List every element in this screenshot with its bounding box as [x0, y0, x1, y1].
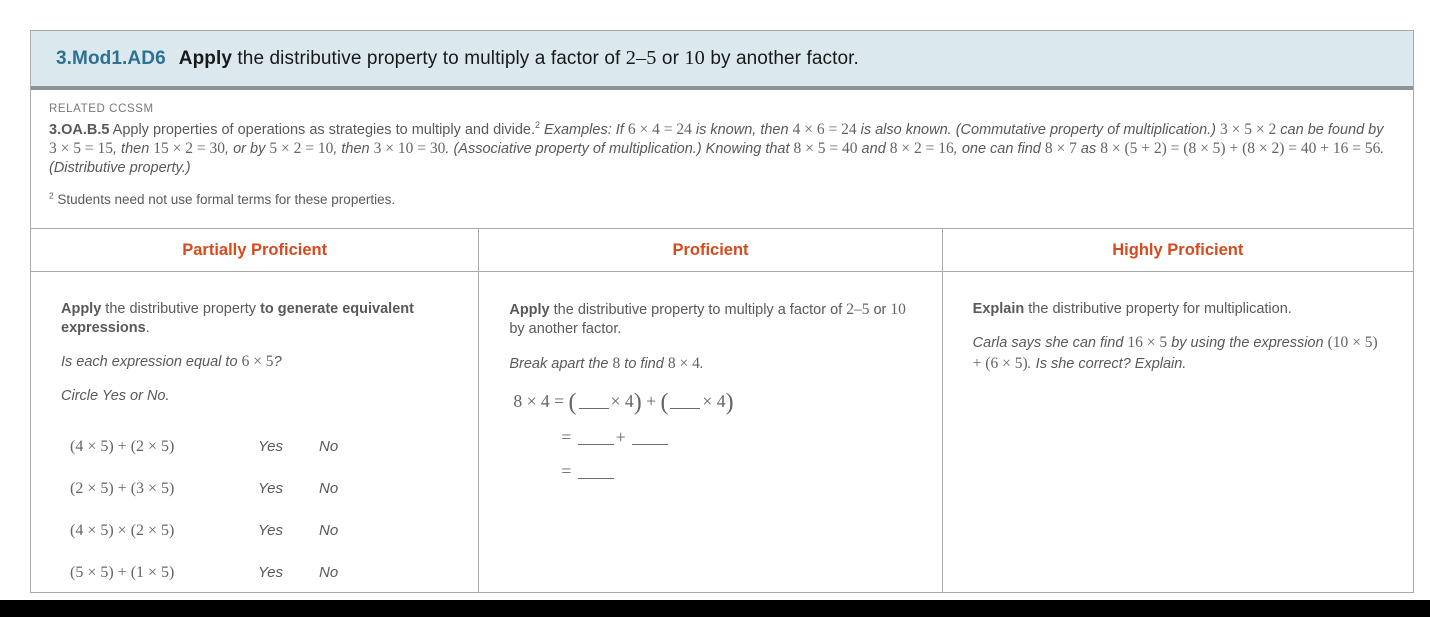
choice-yes-option: Yes [258, 522, 284, 540]
text-run: = [561, 427, 576, 448]
rubric-header-row [31, 229, 1413, 272]
cell-highly-proficient [943, 272, 1413, 592]
answer-blank [579, 393, 609, 409]
choice-row [61, 436, 448, 457]
text-run: by another factor. [509, 321, 622, 338]
choice-yes-option: Yes [258, 437, 284, 455]
text-run: 3 × 5 × 2 [1220, 121, 1277, 138]
text-run: Apply [178, 48, 233, 69]
text-run: . Is she correct? Explain. [1027, 355, 1187, 372]
standard-code: 3.Mod1.AD6 [56, 47, 166, 69]
text-run: 2–5 [625, 47, 657, 69]
text-run: 8 × 5 = 40 [793, 140, 858, 158]
text-run: 10 [684, 47, 705, 69]
text-run: 8 × (5 + 2) = (8 × 5) + (8 × 2) = 40 + 16 = 56 [1100, 140, 1381, 158]
choice-expression: (4 × 5) × (2 × 5) [70, 522, 175, 540]
text-run: or [656, 48, 685, 69]
standard-title-bar [31, 31, 1413, 90]
text-run: or [869, 302, 891, 318]
text-run: . [145, 320, 150, 337]
text-run: the distributive property to multiply a factor of [549, 302, 847, 318]
text-run: is also known. (Commutative property of multiplication.) [856, 122, 1221, 138]
math-equation-line [561, 427, 911, 448]
text-run: + [641, 391, 661, 412]
choice-row [61, 478, 448, 499]
related-ccssm-label: RELATED CCSSM [49, 103, 154, 115]
text-run: and [857, 141, 890, 158]
text-run: = [561, 460, 576, 481]
choice-no-option: No [319, 437, 339, 455]
choice-no-option: No [319, 522, 339, 540]
text-run: 8 × 4 = [513, 391, 569, 412]
text-run: Apply [61, 301, 102, 317]
partially-instruction [61, 387, 448, 406]
text-run: 16 × 5 [1127, 334, 1168, 352]
text-run: to generate equivalent expressions [61, 301, 414, 337]
text-run: to find [620, 355, 668, 372]
standard-title-text [179, 47, 859, 70]
text-run: Circle Yes or No. [61, 387, 170, 404]
ccssm-standard-paragraph [49, 120, 1395, 177]
cell-partially-proficient [31, 272, 479, 592]
text-run: Apply [509, 302, 550, 318]
footnote-marker: 2 [49, 190, 54, 201]
text-run: 15 × 2 = 30 [153, 140, 226, 158]
related-ccssm-section [31, 90, 1413, 229]
text-run: ? [273, 354, 282, 371]
cell-proficient [479, 272, 942, 592]
text-run: 4 × 6 = 24 [792, 121, 857, 138]
choice-row [61, 520, 448, 541]
text-run: . (Associative property of multiplication.) Knowing that [445, 141, 794, 158]
text-run: . (Distributive property.) [49, 141, 1385, 176]
text-run: 6 × 5 [241, 353, 274, 371]
highly-description [973, 300, 1383, 319]
text-run: can be found by [1276, 122, 1384, 138]
text-run: Is each expression equal to [61, 354, 242, 371]
text-run: the distributive property to multiply a factor of [232, 48, 626, 69]
text-run: , or by [225, 141, 270, 158]
text-run: 8 × 4 [667, 354, 700, 372]
text-run: is known, then [691, 122, 793, 138]
math-equation-line [513, 391, 911, 415]
choice-expression: (2 × 5) + (3 × 5) [70, 479, 175, 497]
text-run: by using the expression [1167, 335, 1328, 352]
text-run: Break apart the [509, 355, 613, 372]
text-run: ( [660, 389, 669, 416]
text-run: , then [333, 141, 374, 158]
text-run: 6 × 4 = 24 [627, 121, 692, 138]
highly-prompt [973, 333, 1383, 374]
proficient-prompt [509, 354, 911, 374]
choice-yes-option: Yes [258, 564, 284, 582]
rubric-header-highly-proficient: Highly Proficient [1112, 240, 1244, 259]
answer-blank [578, 463, 614, 479]
choice-no-option: No [319, 564, 339, 582]
text-run: by another factor. [704, 48, 859, 69]
text-run: × 4 [702, 391, 726, 412]
text-run: Carla says she can find [972, 335, 1128, 352]
answer-blank [632, 430, 668, 446]
text-run: 8 × 7 [1044, 140, 1077, 158]
text-run: 5 × 2 = 10 [269, 140, 334, 158]
choice-expression: (5 × 5) + (1 × 5) [70, 564, 175, 582]
rubric-header-proficient: Proficient [479, 229, 942, 271]
math-equation-line [561, 461, 911, 482]
text-run: , then [112, 141, 154, 158]
proficient-description [509, 300, 911, 340]
text-run: + [615, 427, 631, 448]
text-run: ) [725, 389, 734, 416]
text-run: 8 [612, 354, 621, 372]
text-run: Examples: If [544, 122, 628, 138]
text-run: 3 × 10 = 30 [373, 140, 446, 158]
text-run: (10 × 5) + (6 × 5) [972, 334, 1378, 372]
text-run: 3 × 5 = 15 [49, 140, 113, 158]
answer-blank [578, 430, 614, 446]
standard-document [30, 30, 1414, 593]
text-run: 8 × 2 = 16 [889, 140, 954, 158]
partially-description [61, 300, 448, 338]
text-run: ( [568, 389, 577, 416]
text-run: . [699, 355, 704, 372]
choice-no-option: No [319, 479, 339, 497]
partially-question [61, 352, 448, 372]
rubric-body-row [31, 272, 1413, 592]
text-run: the distributive property [101, 301, 261, 317]
choice-yes-option: Yes [258, 479, 284, 497]
text-run: ) [633, 389, 642, 416]
text-run: 10 [890, 301, 906, 318]
bottom-black-bar [0, 600, 1430, 617]
text-run: Explain [972, 301, 1025, 317]
answer-blank [670, 393, 700, 409]
text-run: the distributive property for multiplication. [1024, 301, 1292, 317]
choice-expression: (4 × 5) + (2 × 5) [70, 437, 175, 455]
text-run: × 4 [610, 391, 634, 412]
text-run: , one can find [953, 141, 1045, 158]
footnote-marker: 2 [535, 120, 541, 131]
text-run: Apply properties of operations as strategies to multiply and divide. [109, 122, 536, 138]
choice-row [61, 562, 448, 583]
text-run: Students need not use formal terms for these properties. [53, 191, 396, 207]
proficient-math-work [509, 391, 911, 482]
text-run: 2–5 [846, 301, 870, 318]
rubric-header-partially-proficient: Partially Proficient [31, 229, 479, 271]
text-run: as [1076, 141, 1101, 158]
text-run: 3.OA.B.5 [49, 122, 110, 138]
ccssm-footnote [49, 192, 1395, 207]
